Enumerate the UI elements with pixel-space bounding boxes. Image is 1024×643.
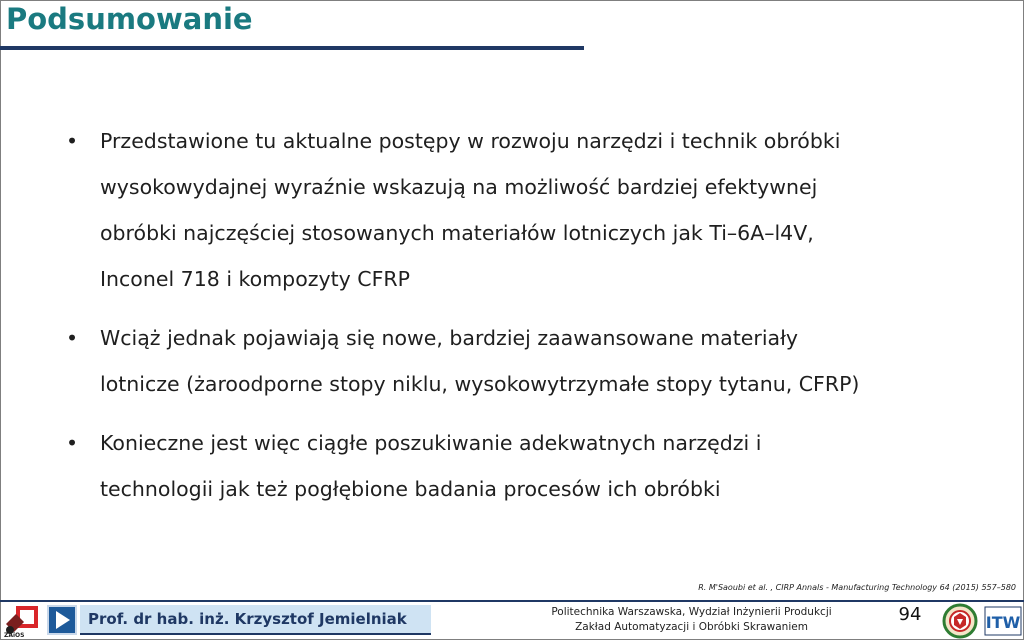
bullet-line: technologii jak też pogłębione badania procesów ich obróbki — [100, 477, 721, 501]
itw-logo — [984, 606, 1022, 636]
bullet-marker: • — [66, 326, 79, 350]
university-seal-icon — [938, 603, 982, 639]
itw-logo-icon — [984, 606, 1022, 636]
zaios-logo-icon — [2, 604, 42, 638]
citation: R. M'Saoubi et al. , CIRP Annals - Manufacturing Technology 64 (2015) 557–580 — [698, 583, 1016, 592]
footer-rule — [0, 600, 1024, 602]
page-number: 94 — [898, 604, 922, 625]
bullet-line: Inconel 718 i kompozyty CFRP — [100, 267, 411, 291]
bullet-item — [66, 118, 966, 302]
title-underline — [0, 46, 584, 50]
itw-logo-text: ITW — [985, 613, 1021, 632]
bullet-line: Przedstawione tu aktualne postępy w rozwoju narzędzi i technik obróbki — [100, 129, 841, 153]
play-right-arrow-icon — [49, 607, 75, 633]
bullet-line: lotnicze (żaroodporne stopy niklu, wysokowytrzymałe stopy tytanu, CFRP) — [100, 372, 860, 396]
author-box — [80, 605, 431, 635]
bullet-item — [66, 420, 966, 512]
bullet-line: Konieczne jest więc ciągłe poszukiwanie adekwatnych narzędzi i — [100, 431, 762, 455]
zaios-logo — [2, 604, 42, 638]
bullet-list — [66, 118, 966, 525]
author-name: Prof. dr hab. inż. Krzysztof Jemielniak — [88, 610, 407, 628]
bullet-marker: • — [66, 431, 79, 455]
bullet-item — [66, 315, 966, 407]
zaios-logo-text: ZAiOS — [4, 632, 25, 638]
next-slide-button[interactable] — [47, 605, 77, 635]
bullet-line: wysokowydajnej wyraźnie wskazują na możliwość bardziej efektywnej — [100, 175, 818, 199]
bullet-marker: • — [66, 129, 79, 153]
institution-info — [514, 605, 869, 635]
university-seal-logo — [938, 603, 982, 639]
institution-line: Politechnika Warszawska, Wydział Inżynierii Produkcji — [551, 606, 832, 618]
bullet-line: obróbki najczęściej stosowanych materiałów lotniczych jak Ti–6A–l4V, — [100, 221, 814, 245]
institution-line: Zakład Automatyzacji i Obróbki Skrawaniem — [575, 621, 808, 633]
bullet-line: Wciąż jednak pojawiają się nowe, bardziej zaawansowane materiały — [100, 326, 799, 350]
slide-title: Podsumowanie — [6, 2, 253, 36]
